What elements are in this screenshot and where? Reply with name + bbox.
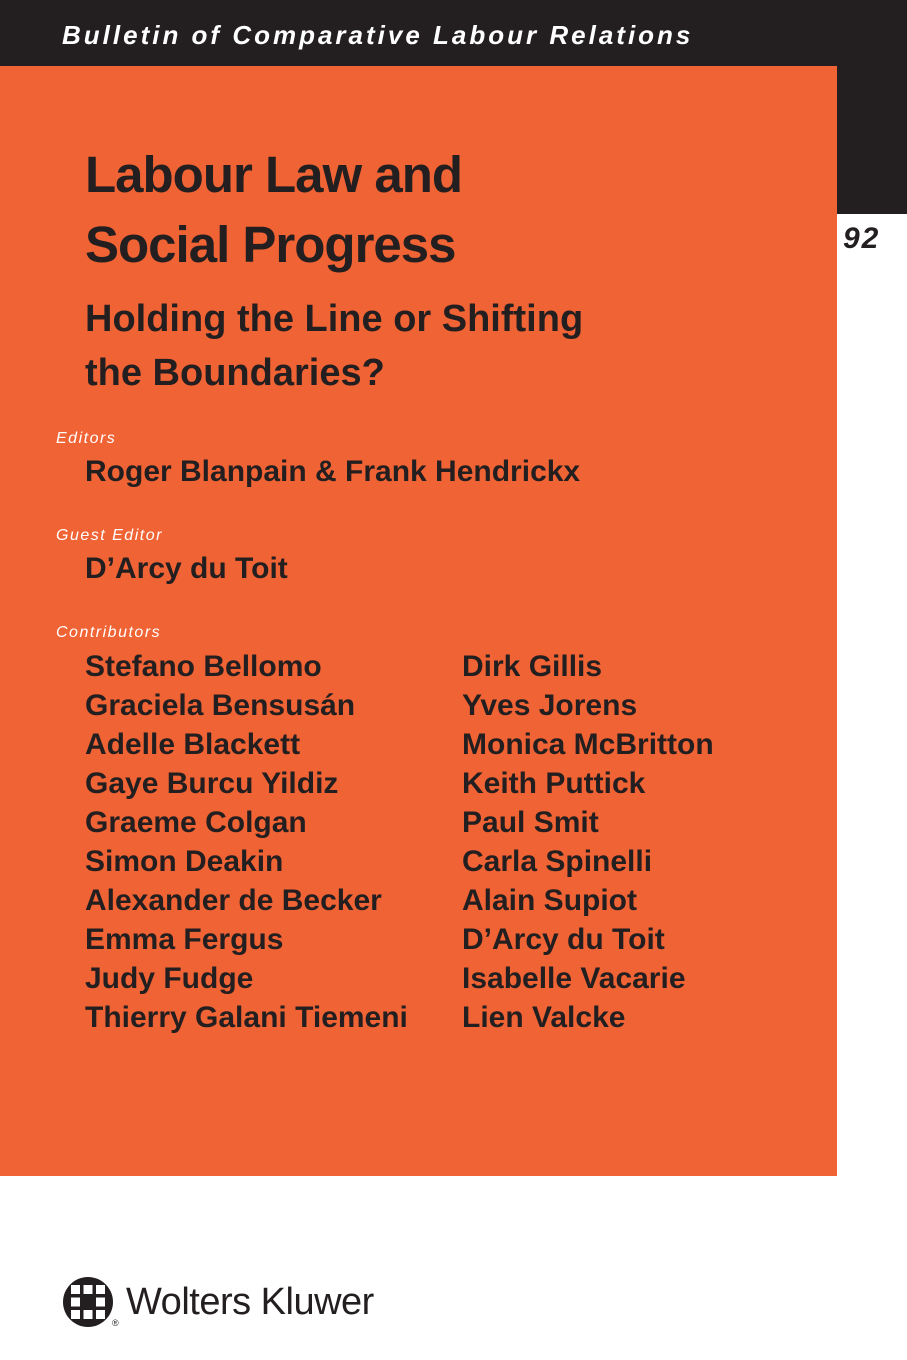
volume-number: 92 [843,222,881,255]
book-title-line: Labour Law and [85,146,463,203]
book-title-line: Social Progress [85,216,456,273]
contributors-label: Contributors [56,624,162,641]
guest-editor-label: Guest Editor [56,527,163,544]
contributor-name: Lien Valcke [462,1001,626,1034]
contributor-name: Alexander de Becker [85,884,382,917]
contributor-name: Judy Fudge [85,962,254,995]
guest-editor-name: D’Arcy du Toit [85,552,288,585]
book-subtitle-line: Holding the Line or Shifting [85,298,584,340]
contributor-name: Alain Supiot [462,884,637,917]
trademark-symbol: ® [112,1318,119,1328]
contributor-name: Carla Spinelli [462,845,653,878]
wolters-kluwer-logo-icon [62,1276,114,1328]
contributor-name: Adelle Blackett [85,728,301,761]
book-subtitle [85,292,583,400]
contributor-name: Gaye Burcu Yildiz [85,767,339,800]
spine-block [837,0,907,214]
contributor-name: Stefano Bellomo [85,650,322,683]
contributor-name: Dirk Gillis [462,650,603,683]
contributors-list-left [85,647,408,1037]
contributors-list-right [462,647,714,1037]
editors-names: Roger Blanpain & Frank Hendrickx [85,455,581,488]
contributor-name: Isabelle Vacarie [462,962,686,995]
series-title: Bulletin of Comparative Labour Relations [62,20,694,50]
contributor-name: Graciela Bensusán [85,689,356,722]
book-title [85,140,462,280]
contributor-name: Yves Jorens [462,689,638,722]
contributor-name: Simon Deakin [85,845,284,878]
contributor-name: Monica McBritton [462,728,714,761]
book-subtitle-line: the Boundaries? [85,352,385,394]
contributor-name: D’Arcy du Toit [462,923,665,956]
editors-label: Editors [56,430,117,447]
contributor-name: Paul Smit [462,806,599,839]
contributor-name: Emma Fergus [85,923,284,956]
publisher-name: Wolters Kluwer [126,1280,374,1323]
contributor-name: Thierry Galani Tiemeni [85,1001,408,1034]
contributor-name: Keith Puttick [462,767,646,800]
contributor-name: Graeme Colgan [85,806,307,839]
publisher-logo [62,1274,374,1330]
